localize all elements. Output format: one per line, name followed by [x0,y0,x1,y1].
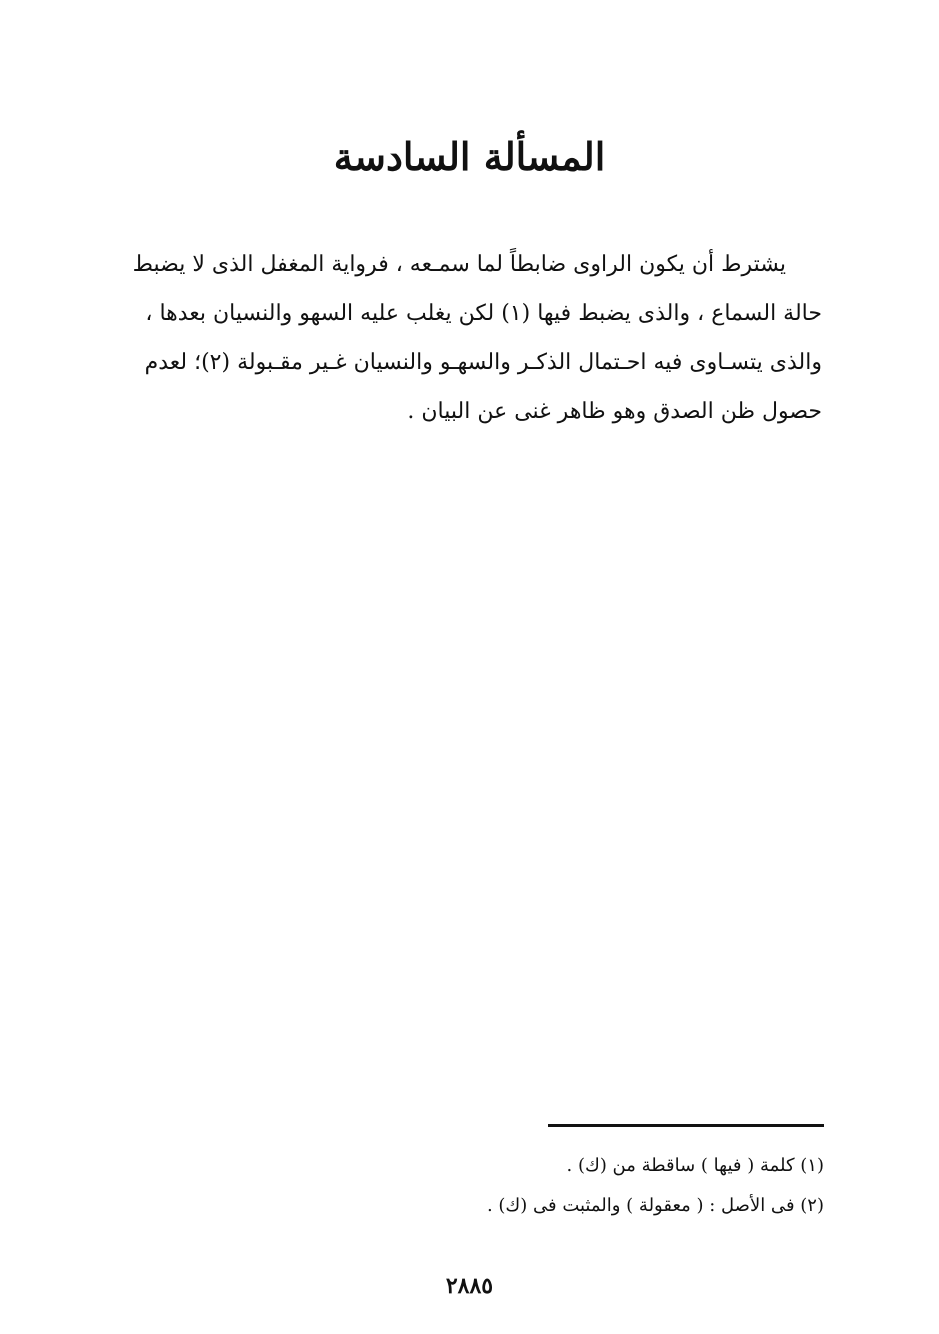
footnote-2: (٢) فى الأصل : ( معقولة ) والمثبت فى (ك) . [486,1195,824,1216]
footnote-separator [548,1124,824,1127]
page-title: المسألة السادسة [333,134,606,179]
footnotes [300,1146,824,1226]
page-number: ٢٨٨٥ [445,1273,494,1299]
footnote-1: (١) كلمة ( فيها ) ساقطة من (ك) . [566,1155,824,1176]
body-line: والذى يتسـاوى فيه احـتمال الذكـر والسهـو والنسيان غـير مقـبولة (٢)؛ لعدم [144,350,822,375]
body-line: حصول ظن الصدق وهو ظاهر غنى عن البيان . [407,399,822,424]
body-line: يشترط أن يكون الراوى ضابطاً لما سمـعه ، فرواية المغفل الذى لا يضبط [132,252,786,277]
body-line: حالة السماع ، والذى يضبط فيها (١) لكن يغلب عليه السهو والنسيان بعدها ، [145,301,822,326]
body-paragraph [118,240,822,436]
